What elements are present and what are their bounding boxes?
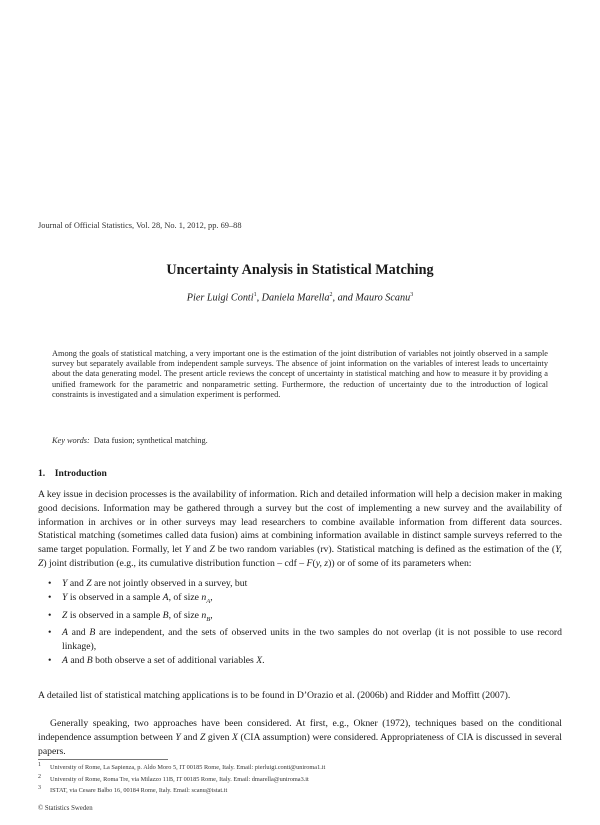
intro-paragraph-3: [38, 717, 562, 758]
math-var: B: [89, 627, 96, 639]
math-var: y, z: [315, 557, 329, 569]
author-separator: , and: [332, 292, 356, 304]
list-item: [48, 654, 562, 668]
text-run: are independent, and the sets of observed units in the two samples do not overlap (it is not possible to use record linkage),: [62, 627, 562, 653]
footnote-text: ISTAT, via Cesare Balbo 16, 00184 Rome, Italy. Email: scanu@istat.it: [50, 787, 228, 795]
keywords: [52, 436, 208, 445]
footnote-text: University of Rome, Roma Tre, via Milazzo 11B, IT 00185 Rome, Italy. Email: dmarella@uniroma3.it: [50, 775, 309, 783]
text-run: and: [67, 578, 87, 589]
text-run: ,: [210, 609, 213, 621]
footnote: [38, 784, 325, 796]
text-run: both observe a set of additional variables: [92, 654, 257, 666]
list-item: [48, 626, 562, 654]
footnote-divider: [38, 759, 168, 760]
math-var: Z: [86, 578, 92, 589]
footnote-text: University of Rome, La Sapienza, p. Aldo Moro 5, IT 00185 Rome, Italy. Email: pierluigi.conti@uniroma1.it: [50, 764, 326, 772]
text-run: and: [189, 544, 210, 556]
math-var: Z: [62, 609, 68, 621]
copyright-notice: © Statistics Sweden: [38, 805, 93, 812]
intro-paragraph-1: [38, 488, 562, 571]
footnote: [38, 773, 325, 785]
footnote-mark: 1: [38, 762, 41, 768]
conditions-list: [48, 577, 562, 668]
math-var: Y: [62, 578, 68, 589]
text-run: , of size: [168, 591, 202, 603]
author-list: [0, 292, 600, 303]
list-item: [48, 591, 562, 609]
bullet-icon: •: [48, 591, 52, 603]
author-name: Pier Luigi Conti: [186, 292, 254, 304]
math-var: n: [201, 591, 207, 603]
author-name: Mauro Scanu: [355, 292, 411, 304]
text-run: and: [180, 731, 200, 743]
abstract: Among the goals of statistical matching, a very important one is the estimation of the joint distribution of variables not jointly observed in a sample survey but separately available from independent sample surveys. The absence of joint information on the variables of interest leads to uncertainty about the data generating model. The present article reviews the concept of uncertainty in statistical matching and how to measure it by providing a unified framework for the parametric and nonparametric setting. Furthermore, the reduction of uncertainty due to the introduction of logical constraints is investigated and a simulation experiment is performed.: [52, 349, 548, 399]
math-var: A: [62, 654, 68, 666]
math-var: F: [306, 557, 313, 569]
math-var: Y: [184, 544, 190, 556]
author-affiliation-mark: 3: [410, 292, 414, 298]
math-var: Z: [199, 731, 206, 743]
math-var: Y: [175, 731, 181, 743]
math-var: A: [62, 627, 68, 639]
author-affiliation-mark: 1: [253, 292, 257, 298]
bullet-icon: •: [48, 609, 52, 621]
text-run: are not jointly observed in a survey, but: [91, 578, 248, 589]
text-run: given: [205, 731, 233, 743]
text-run: is observed in a sample: [67, 591, 163, 603]
text-run: and: [67, 627, 90, 639]
bullet-icon: •: [48, 627, 52, 639]
text-run: A key issue in decision processes is the availability of information. Rich and detailed information will help a decision maker in making good decisions. Information may be gathered through a survey but the cost of implementing a new survey and the availability of information in archives or in other surveys may lead researchers to combine available information from different data sources. Statistical matching (sometimes called data fusion) aims at combining information available in distinct sample surveys referred to the same target population. Formally, let: [38, 489, 562, 556]
text-run: (: [312, 557, 316, 569]
math-subscript: A: [206, 597, 211, 605]
text-run: ) joint distribution (e.g., its cumulative distribution function – cdf –: [43, 557, 307, 569]
math-var: X: [256, 654, 263, 666]
keywords-label: Key words:: [52, 436, 90, 445]
author-affiliation-mark: 2: [329, 292, 333, 298]
text-run: .: [262, 654, 265, 666]
section-title: Introduction: [54, 468, 107, 479]
footnote-mark: 2: [38, 773, 41, 780]
footnotes: [38, 761, 325, 796]
math-var: B: [86, 654, 93, 666]
text-run: , of size: [168, 609, 202, 621]
math-var: A: [162, 591, 169, 603]
text-run: Generally speaking, two approaches have been considered. At first, e.g., Okner (1972), techniques based on the conditional independence assumption between: [38, 718, 562, 743]
math-var: X: [232, 731, 238, 743]
text-run: (CIA assumption) were considered. Appropriateness of CIA is discussed in several papers.: [38, 731, 562, 757]
math-var: n: [201, 609, 207, 621]
bullet-icon: •: [48, 578, 52, 589]
text-run: ,: [210, 591, 213, 603]
text-run: )) or of some of its parameters when:: [328, 557, 472, 569]
math-var: Y: [62, 591, 68, 603]
author-separator: ,: [256, 292, 262, 304]
math-var: B: [162, 609, 169, 621]
bullet-icon: •: [48, 654, 52, 666]
text-run: is observed in a sample: [67, 609, 163, 621]
intro-paragraph-2: A detailed list of statistical matching applications is to be found in D’Orazio et al. (2006b) and Ridder and Moffitt (2007).: [38, 690, 511, 701]
journal-citation: Journal of Official Statistics, Vol. 28, No. 1, 2012, pp. 69–88: [38, 221, 242, 230]
math-subscript: B: [206, 615, 211, 623]
list-item: [48, 577, 562, 591]
article-title: Uncertainty Analysis in Statistical Matching: [166, 262, 434, 278]
section-number: 1.: [38, 468, 46, 479]
text-run: and: [67, 654, 87, 666]
footnote: [38, 761, 325, 773]
list-item: [48, 609, 562, 627]
keywords-text: Data fusion; synthetical matching.: [93, 436, 208, 445]
math-var: Z: [209, 544, 215, 556]
section-heading: [38, 468, 107, 479]
footnote-mark: 3: [38, 785, 41, 791]
math-var: Y, Z: [38, 544, 562, 569]
author-name: Daniela Marella: [261, 292, 330, 304]
text-run: be two random variables (rv). Statistical matching is defined as the estimation of the (: [214, 544, 556, 556]
